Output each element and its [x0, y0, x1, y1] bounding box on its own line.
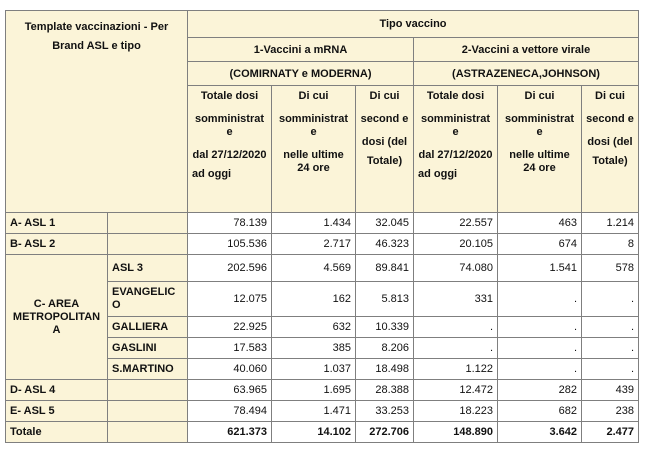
cell-seconde-vettore: 2.477: [582, 422, 639, 443]
cell-ultime-mrna: 4.569: [272, 255, 356, 282]
cell-ultime-vettore: 1.541: [498, 255, 582, 282]
col-totale-line1: Totale dosi: [426, 90, 485, 102]
row-sublabel: [108, 213, 188, 234]
cell-ultime-mrna: 1.471: [272, 401, 356, 422]
col-totale-dosi-2: [414, 86, 498, 213]
cell-totale-mrna: 63.965: [188, 380, 272, 401]
cell-totale-mrna: 621.373: [188, 422, 272, 443]
cell-totale-vettore: .: [414, 317, 498, 338]
group1-brands: (COMIRNATY e MODERNA): [188, 62, 414, 86]
col-seconde-dosi-2: [582, 86, 639, 213]
cell-ultime-vettore: 682: [498, 401, 582, 422]
cell-totale-vettore: .: [414, 338, 498, 359]
cell-seconde-vettore: .: [582, 338, 639, 359]
col-totale-dosi-1: [188, 86, 272, 213]
table-row: [6, 380, 639, 401]
cell-seconde-vettore: 578: [582, 255, 639, 282]
col-seconde-line4: Totale): [366, 155, 403, 167]
row-sublabel: [108, 401, 188, 422]
row-sublabel: ASL 3: [108, 255, 188, 282]
cell-seconde-vettore: 238: [582, 401, 639, 422]
corner-header-text: Template vaccinazioni - Per Brand ASL e tipo: [24, 21, 169, 52]
cell-ultime-vettore: .: [498, 338, 582, 359]
cell-seconde-mrna: 8.206: [356, 338, 414, 359]
corner-header: [6, 11, 188, 213]
cell-totale-mrna: 78.139: [188, 213, 272, 234]
col-ultime-line1: Di cui: [524, 90, 555, 102]
row-sublabel: [108, 234, 188, 255]
cell-ultime-vettore: .: [498, 359, 582, 380]
cell-ultime-mrna: 1.695: [272, 380, 356, 401]
table-row: [6, 401, 639, 422]
row-sublabel: [108, 380, 188, 401]
cell-ultime-vettore: 674: [498, 234, 582, 255]
col-ultime-line2: somministrat e: [504, 113, 575, 138]
col-seconde-line3: dosi (del: [361, 136, 408, 148]
cell-seconde-mrna: 46.323: [356, 234, 414, 255]
cell-ultime-mrna: 162: [272, 282, 356, 317]
cell-seconde-mrna: 32.045: [356, 213, 414, 234]
cell-ultime-vettore: 282: [498, 380, 582, 401]
table-row-total: [6, 422, 639, 443]
row-sublabel: EVANGELIC O: [108, 282, 188, 317]
row-sublabel: [108, 422, 188, 443]
group1-title: 1-Vaccini a mRNA: [188, 38, 414, 62]
cell-ultime-mrna: 1.434: [272, 213, 356, 234]
cell-ultime-vettore: 3.642: [498, 422, 582, 443]
col-totale-line3: dal 27/12/2020: [418, 149, 493, 161]
col-seconde-line2: second e: [360, 113, 409, 125]
cell-totale-mrna: 202.596: [188, 255, 272, 282]
row-label: A- ASL 1: [6, 213, 108, 234]
col-seconde-line1: Di cui: [595, 90, 625, 102]
col-seconde-line1: Di cui: [369, 90, 400, 102]
cell-seconde-mrna: 272.706: [356, 422, 414, 443]
cell-totale-vettore: 20.105: [414, 234, 498, 255]
col-seconde-line2: second e: [586, 113, 634, 125]
cell-seconde-mrna: 28.388: [356, 380, 414, 401]
row-label: D- ASL 4: [6, 380, 108, 401]
cell-seconde-mrna: 33.253: [356, 401, 414, 422]
cell-ultime-mrna: 14.102: [272, 422, 356, 443]
col-ultime-24-1: [272, 86, 356, 213]
cell-totale-vettore: 18.223: [414, 401, 498, 422]
table-row: [6, 255, 639, 282]
col-seconde-line3: dosi (del: [587, 136, 633, 148]
cell-ultime-vettore: 463: [498, 213, 582, 234]
tipo-vaccino-header: Tipo vaccino: [188, 11, 639, 38]
col-ultime-line3: nelle ultime 24 ore: [509, 149, 570, 174]
row-sublabel: GALLIERA: [108, 317, 188, 338]
cell-ultime-mrna: 1.037: [272, 359, 356, 380]
cell-totale-vettore: 12.472: [414, 380, 498, 401]
row-label: E- ASL 5: [6, 401, 108, 422]
vaccination-table: [5, 10, 639, 443]
col-totale-line4: ad oggi: [418, 168, 458, 180]
group2-title: 2-Vaccini a vettore virale: [414, 38, 639, 62]
cell-totale-vettore: 74.080: [414, 255, 498, 282]
cell-seconde-mrna: 18.498: [356, 359, 414, 380]
area-metropolitana-label: C- AREA METROPOLITAN A: [6, 255, 108, 380]
row-sublabel: GASLINI: [108, 338, 188, 359]
cell-totale-vettore: 1.122: [414, 359, 498, 380]
cell-totale-mrna: 22.925: [188, 317, 272, 338]
col-ultime-line3: nelle ultime 24 ore: [283, 149, 344, 174]
cell-seconde-vettore: .: [582, 359, 639, 380]
total-label: Totale: [6, 422, 108, 443]
cell-totale-vettore: 331: [414, 282, 498, 317]
cell-ultime-mrna: 385: [272, 338, 356, 359]
cell-seconde-vettore: .: [582, 317, 639, 338]
row-sublabel: S.MARTINO: [108, 359, 188, 380]
cell-totale-vettore: 22.557: [414, 213, 498, 234]
col-totale-line1: Totale dosi: [200, 90, 259, 102]
cell-seconde-vettore: 8: [582, 234, 639, 255]
table-row: [6, 213, 639, 234]
col-seconde-line4: Totale): [592, 155, 628, 167]
col-totale-line2: somministrat e: [194, 113, 265, 138]
cell-seconde-vettore: 439: [582, 380, 639, 401]
cell-ultime-mrna: 632: [272, 317, 356, 338]
cell-totale-mrna: 17.583: [188, 338, 272, 359]
cell-seconde-vettore: 1.214: [582, 213, 639, 234]
cell-ultime-mrna: 2.717: [272, 234, 356, 255]
col-ultime-line2: somministrat e: [278, 113, 349, 138]
table-row: [6, 234, 639, 255]
cell-totale-mrna: 12.075: [188, 282, 272, 317]
cell-totale-mrna: 78.494: [188, 401, 272, 422]
col-totale-line2: somministrat e: [420, 113, 491, 138]
cell-seconde-vettore: .: [582, 282, 639, 317]
cell-totale-mrna: 40.060: [188, 359, 272, 380]
cell-ultime-vettore: .: [498, 317, 582, 338]
col-ultime-line1: Di cui: [298, 90, 329, 102]
group2-brands: (ASTRAZENECA,JOHNSON): [414, 62, 639, 86]
cell-seconde-mrna: 5.813: [356, 282, 414, 317]
cell-seconde-mrna: 10.339: [356, 317, 414, 338]
col-ultime-24-2: [498, 86, 582, 213]
col-totale-line3: dal 27/12/2020: [192, 149, 267, 161]
col-seconde-dosi-1: [356, 86, 414, 213]
cell-ultime-vettore: .: [498, 282, 582, 317]
cell-seconde-mrna: 89.841: [356, 255, 414, 282]
col-totale-line4: ad oggi: [192, 168, 232, 180]
row-label: B- ASL 2: [6, 234, 108, 255]
cell-totale-mrna: 105.536: [188, 234, 272, 255]
cell-totale-vettore: 148.890: [414, 422, 498, 443]
